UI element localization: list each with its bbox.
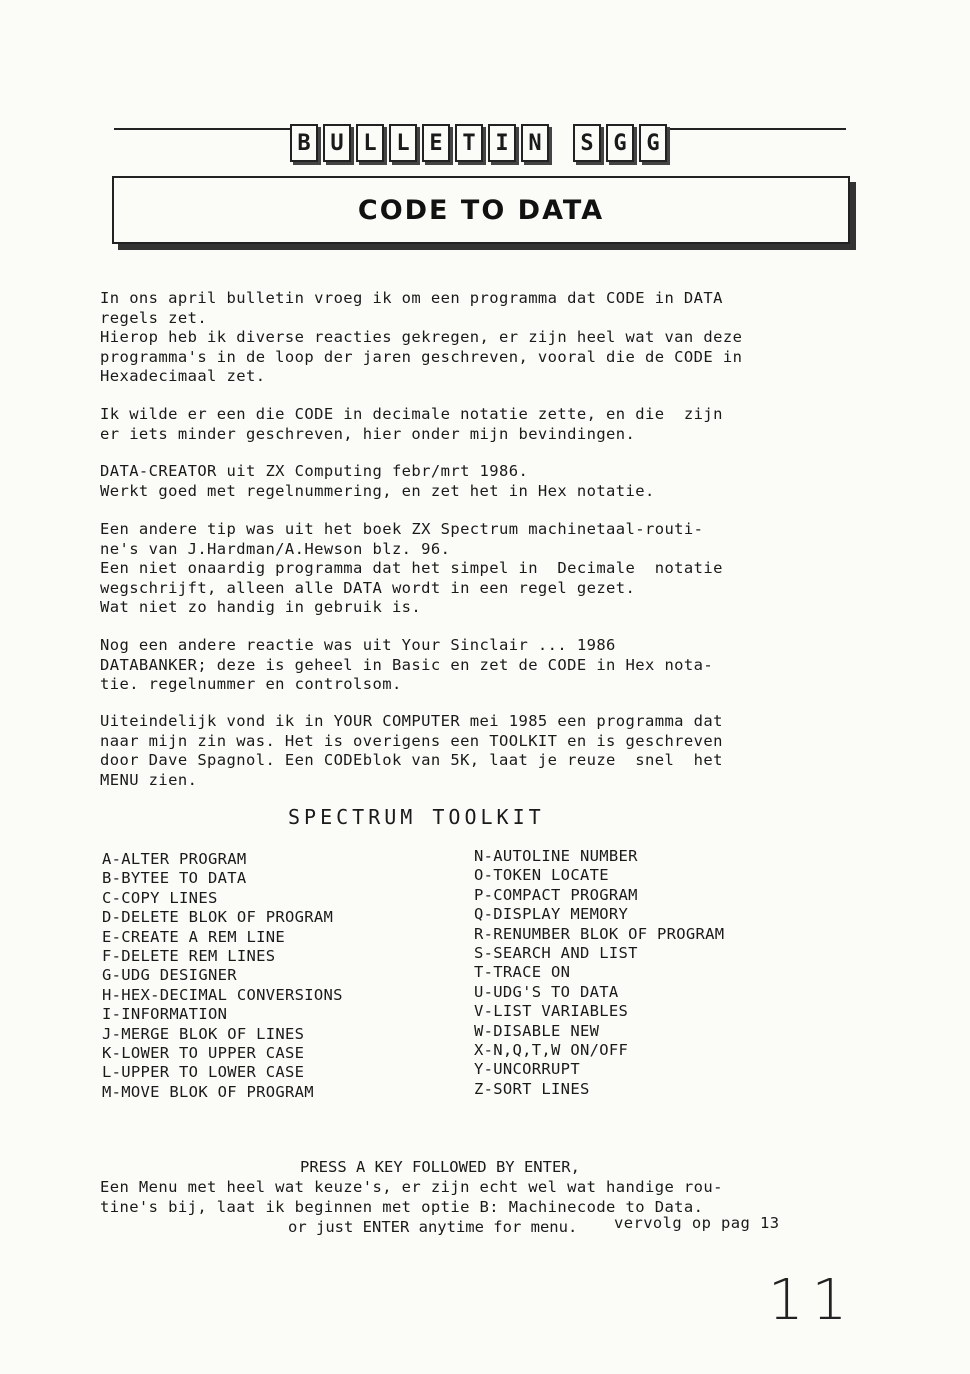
press-line-2: or just ENTER anytime for menu. [288, 1218, 578, 1236]
text-line: ne's van J.Hardman/A.Hewson blz. 96. [100, 539, 451, 558]
text-line: P-COMPACT PROGRAM [474, 885, 638, 904]
text-line: C-COPY LINES [102, 888, 218, 907]
text-line: Y-UNCORRUPT [474, 1060, 580, 1079]
text-line: regels zet. [100, 308, 208, 327]
masthead-letter [389, 124, 417, 162]
masthead-letter-text: L [363, 130, 377, 156]
masthead-letter [290, 124, 318, 162]
text-line: N-AUTOLINE NUMBER [474, 847, 638, 865]
text-line: Nog een andere reactie was uit Your Sinclair ... 1986 [100, 636, 616, 654]
masthead-letter [455, 124, 483, 162]
title-box [112, 176, 850, 244]
text-line: Werkt goed met regelnummering, en zet het in Hex notatie. [100, 481, 655, 500]
text-line: L-UPPER TO LOWER CASE [102, 1063, 305, 1082]
masthead-letter [488, 124, 516, 162]
text-line: tine's bij, laat ik beginnen met optie B: Machinecode to Data. [100, 1197, 704, 1216]
masthead-letter-text: U [330, 130, 344, 156]
text-line: tie. regelnummer en controlsom. [100, 675, 402, 693]
text-line: G-UDG DESIGNER [102, 966, 237, 985]
masthead-rule-left [114, 128, 290, 130]
text-line: door Dave Spagnol. Een CODEblok van 5K, laat je reuze snel het [100, 751, 723, 769]
text-line: Een andere tip was uit het boek ZX Spectrum machinetaal-routi- [100, 520, 704, 538]
text-line: K-LOWER TO UPPER CASE [102, 1043, 305, 1062]
text-line: MENU zien. [100, 770, 198, 789]
paragraph-5 [100, 636, 860, 695]
text-line: Q-DISPLAY MEMORY [474, 905, 629, 924]
masthead-letter-text: B [297, 130, 311, 156]
masthead-letter [606, 124, 634, 162]
text-line: naar mijn zin was. Het is overigens een TOOLKIT en is geschreven [100, 731, 723, 750]
paragraph-2 [100, 405, 860, 444]
masthead-letter [422, 124, 450, 162]
text-line: X-N,Q,T,W ON/OFF [474, 1040, 629, 1059]
text-line: D-DELETE BLOK OF PROGRAM [102, 908, 334, 927]
masthead-rule-right [640, 128, 846, 130]
paragraph-4 [100, 520, 860, 618]
text-line: Hexadecimaal zet. [100, 367, 266, 385]
text-line: O-TOKEN LOCATE [474, 866, 609, 885]
masthead-letter [356, 124, 384, 162]
masthead-letter-text: G [646, 130, 660, 156]
text-line: er iets minder geschreven, hier onder mijn bevindingen. [100, 424, 636, 443]
paragraph-3 [100, 462, 860, 501]
masthead-letter-text: T [462, 130, 476, 156]
text-line: Z-SORT LINES [474, 1079, 590, 1098]
text-line: W-DISABLE NEW [474, 1021, 600, 1040]
masthead-letter-text: I [495, 130, 509, 156]
text-line: Uiteindelijk vond ik in YOUR COMPUTER mei 1985 een programma dat [100, 712, 723, 730]
masthead-letter-text: E [429, 130, 443, 156]
toolkit-menu-right [474, 847, 724, 1099]
masthead-letter-text: L [396, 130, 410, 156]
masthead-gap [554, 124, 568, 162]
press-line-1: PRESS A KEY FOLLOWED BY ENTER, [300, 1158, 580, 1176]
text-line: H-HEX-DECIMAL CONVERSIONS [102, 985, 343, 1004]
page-title: CODE TO DATA [357, 194, 605, 226]
text-line: DATABANKER; deze is geheel in Basic en zet de CODE in Hex nota- [100, 655, 714, 674]
masthead-letter [573, 124, 601, 162]
closing-paragraph [100, 1178, 860, 1217]
page-number: 11 [768, 1268, 856, 1333]
masthead-letter-text: S [580, 130, 594, 156]
text-line: R-RENUMBER BLOK OF PROGRAM [474, 924, 725, 943]
text-line: T-TRACE ON [474, 963, 571, 982]
masthead-letter [323, 124, 351, 162]
text-line: Wat niet zo handig in gebruik is. [100, 598, 422, 616]
paragraph-6 [100, 712, 860, 790]
text-line: F-DELETE REM LINES [102, 946, 276, 965]
text-line: V-LIST VARIABLES [474, 1002, 629, 1021]
masthead-letter [639, 124, 667, 162]
text-line: Een Menu met heel wat keuze's, er zijn echt wel wat handige rou- [100, 1178, 723, 1196]
text-line: J-MERGE BLOK OF LINES [102, 1024, 305, 1043]
text-line: DATA-CREATOR uit ZX Computing febr/mrt 1986. [100, 462, 529, 480]
paragraph-1 [100, 289, 860, 387]
masthead [290, 124, 667, 162]
toolkit-title: SPECTRUM TOOLKIT [288, 805, 545, 829]
text-line: In ons april bulletin vroeg ik om een programma dat CODE in DATA [100, 289, 723, 307]
continued-note: vervolg op pag 13 [614, 1214, 780, 1232]
text-line: wegschrijft, alleen alle DATA wordt in een regel gezet. [100, 578, 636, 597]
masthead-letter [521, 124, 549, 162]
masthead-letter-text: G [613, 130, 627, 156]
text-line: Een niet onaardig programma dat het simpel in Decimale notatie [100, 559, 723, 577]
text-line: U-UDG'S TO DATA [474, 982, 619, 1001]
text-line: I-INFORMATION [102, 1005, 228, 1024]
text-line: B-BYTEE TO DATA [102, 869, 247, 888]
text-line: Ik wilde er een die CODE in decimale notatie zette, en die zijn [100, 405, 723, 423]
toolkit-menu-left [102, 850, 343, 1102]
text-line: E-CREATE A REM LINE [102, 927, 286, 946]
masthead-letter-text: N [528, 130, 542, 156]
text-line: Hierop heb ik diverse reacties gekregen, er zijn heel wat van deze [100, 328, 743, 346]
text-line: programma's in de loop der jaren geschreven, vooral die de CODE in [100, 347, 743, 366]
text-line: S-SEARCH AND LIST [474, 943, 638, 962]
text-line: M-MOVE BLOK OF PROGRAM [102, 1082, 314, 1101]
text-line: A-ALTER PROGRAM [102, 850, 247, 868]
